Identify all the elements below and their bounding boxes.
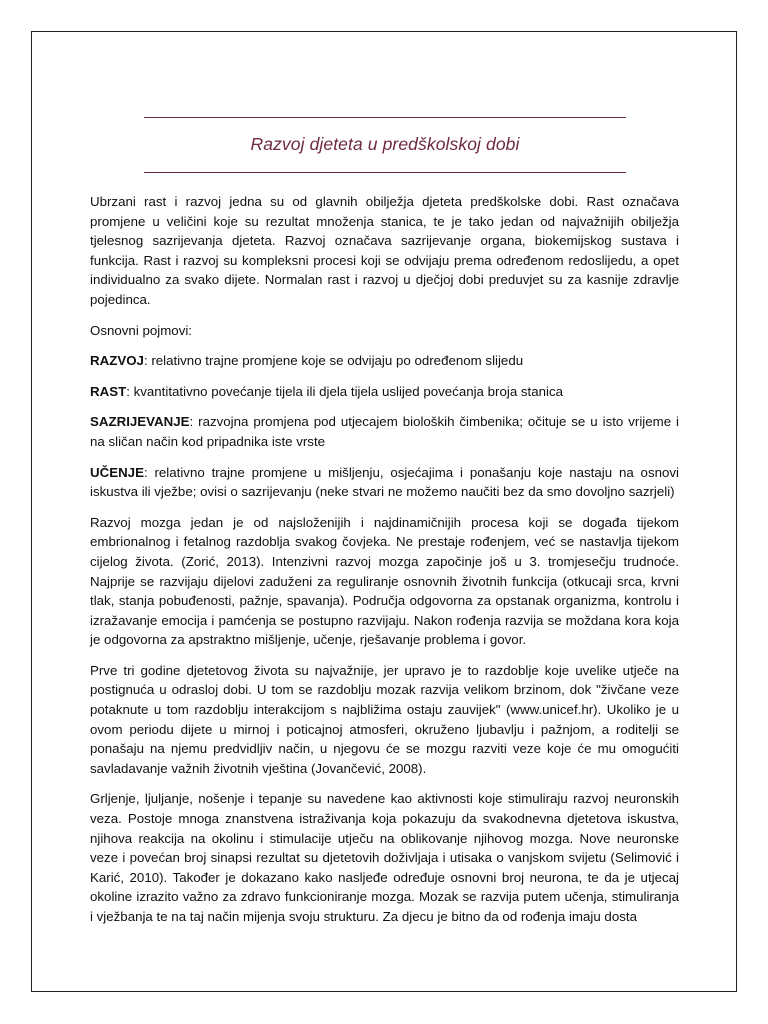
document-page bbox=[31, 31, 737, 992]
title-bottom-rule bbox=[144, 172, 626, 173]
definition-text: : kvantitativno povećanje tijela ili djela tijela uslijed povećanja broja stanica bbox=[126, 383, 564, 399]
definition-rast bbox=[90, 382, 679, 402]
definition-ucenje bbox=[90, 463, 679, 502]
document-body bbox=[90, 192, 679, 938]
definition-text: : razvojna promjena pod utjecajem bioloških čimbenika; očituje se u isto vrijeme i na sličan način kod pripadnika iste vrste bbox=[90, 414, 679, 449]
definition-term: UČENJE bbox=[90, 464, 144, 480]
definition-text: : relativno trajne promjene u mišljenju, osjećajima i ponašanju koje nastaju na osnovi iskustva ili vježbe; ovisi o sazrijevanju (neke stvari ne možemo naučiti bez da smo dovoljno sazrjeli) bbox=[90, 464, 679, 500]
definition-term: RAST bbox=[90, 383, 127, 399]
document-title: Razvoj djeteta u predškolskoj dobi bbox=[250, 134, 520, 154]
stimulation-paragraph: Grljenje, ljuljanje, nošenje i tepanje su navedene kao aktivnosti koje stimuliraju razvoj neuronskih veza. Postoje mnoga znanstvena istraživanja koja pokazuju da svakodnevna djetetova iskustva, njihova reakcija na okolinu i stimulacije utječu na oblikovanje njihovog mozga. Nove neuronske veze i povećan broj sinapsi rezultat su djetetovih doživljaja i utisaka o vanjskom svijetu (Selimović i Karić, 2010). Također je dokazano kako nasljeđe određuje osnovni broj neurona, te da je utjecaj okoline izrazito važno za zdravo funkcioniranje mozga. Mozak se razvija putem učenja, stimuliranja i vježbanja te na taj način mijenja svoju strukturu. Za djecu je bitno da od rođenja imaju dosta bbox=[90, 791, 679, 924]
basics-label: Osnovni pojmovi: bbox=[90, 322, 192, 338]
first-years-paragraph: Prve tri godine djetetovog života su najvažnije, jer upravo je to razdoblje koje uvelike utječe na postignuća u odrasloj dobi. U tom se razdoblju mozak razvija velikom brzinom, dok "živčane veze potaknute u tom razdoblju interakcijom s najbližima ostaju zauvijek" (www.unicef.hr). Ukoliko je u ovom periodu dijete u mirnoj i poticajnoj atmosferi, okruženo ljubavlju i pažnjom, a roditelji se ponašaju na njemu predvidljiv način, u njegovu će se mozgu razviti veze koje će mu omogućiti savladavanje važnih životnih vještina (Jovančević, 2008). bbox=[90, 662, 679, 776]
definition-razvoj bbox=[90, 351, 679, 371]
intro-paragraph: Ubrzani rast i razvoj jedna su od glavnih obilježja djeteta predškolske dobi. Rast označava promjene u veličini koje su rezultat množenja stanica, te je tako jedan od najvažnijih obilježja tjelesnog sazrijevanja djeteta. Razvoj označava sazrijevanje organa, biokemijskog sustava i funkcija. Rast i razvoj su kompleksni procesi koji se odvijaju prema određenom redoslijedu, a opet individualno za svako dijete. Normalan rast i razvoj u dječjoj dobi preduvjet su za kasnije zdravlje pojedinca. bbox=[90, 194, 679, 307]
brain-development-paragraph: Razvoj mozga jedan je od najsloženijih i najdinamičnijih procesa koji se događa tijekom embrionalnog i fetalnog razdoblja svakog čovjeka. Ne prestaje rođenjem, već se nastavlja tijekom cijelog života. (Zorić, 2013). Intenzivni razvoj mozga započinje još u 3. tromjesečju trudnoće. Najprije se razvijaju dijelovi zaduženi za reguliranje osnovnih životnih funkcija (otkucaji srca, krvni tlak, stanja pobuđenosti, pažnje, spavanja). Područja odgovorna za opstanak organizma, kontrolu i izražavanje emocija i pamćenja se postupno razvijaju. Nakon rođenja razvija se moždana kora koja je odgovorna za apstraktno mišljenje, učenje, rješavanje problema i govor. bbox=[90, 514, 679, 648]
definition-text: : relativno trajne promjene koje se odvijaju po određenom slijedu bbox=[143, 353, 524, 369]
definition-term: SAZRIJEVANJE bbox=[90, 414, 190, 430]
definition-term: RAZVOJ bbox=[90, 353, 144, 369]
definition-sazrijevanje bbox=[90, 412, 679, 451]
title-block bbox=[144, 117, 626, 173]
